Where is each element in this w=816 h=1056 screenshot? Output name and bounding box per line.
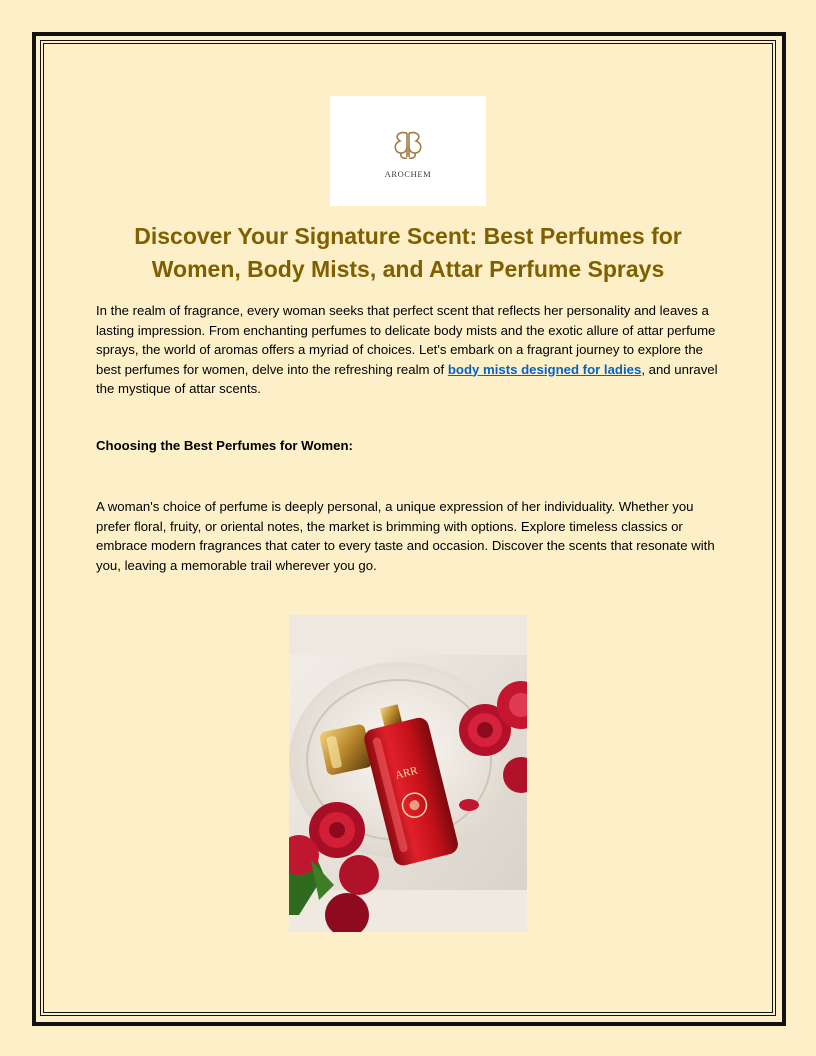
arochem-monogram-logo [388, 129, 428, 165]
section-paragraph: A woman's choice of perfume is deeply personal, a unique expression of her individuality. Whether you prefer floral, fruity, or oriental notes, the market is brimming with options. Explore timeless classics or embrace modern fragrances that cater to every taste and occasion. Discover the scents that resonate with you, leaving a memorable trail wherever you go. [96, 499, 715, 573]
intro-text-after-link: , and unravel the mystique of attar scents. [96, 361, 718, 396]
red-perfume-bottle-with-roses-image [289, 615, 527, 932]
logo-wordmark: AROCHEM [384, 169, 432, 179]
brand-logo [330, 96, 486, 206]
svg-text:ARR: ARR [394, 764, 419, 782]
intro-paragraph [96, 301, 720, 399]
perfume-photo [289, 615, 527, 932]
section-heading: Choosing the Best Perfumes for Women: [96, 438, 353, 453]
body-mists-link[interactable]: body mists designed for ladies [447, 361, 642, 377]
page-title: Discover Your Signature Scent: Best Perfumes for Women, Body Mists, and Attar Perfume Sprays [134, 223, 682, 282]
intro-text-before-link: In the realm of fragrance, every woman seeks that perfect scent that reflects her personality and leaves a lasting impression. From enchanting perfumes to delicate body mists and the exotic allure of attar perfume sprays, the world of aromas offers a myriad of choices. Let's embark on a fragrant journey to explore the best perfumes for women, delve into the refreshing realm of [96, 303, 716, 377]
